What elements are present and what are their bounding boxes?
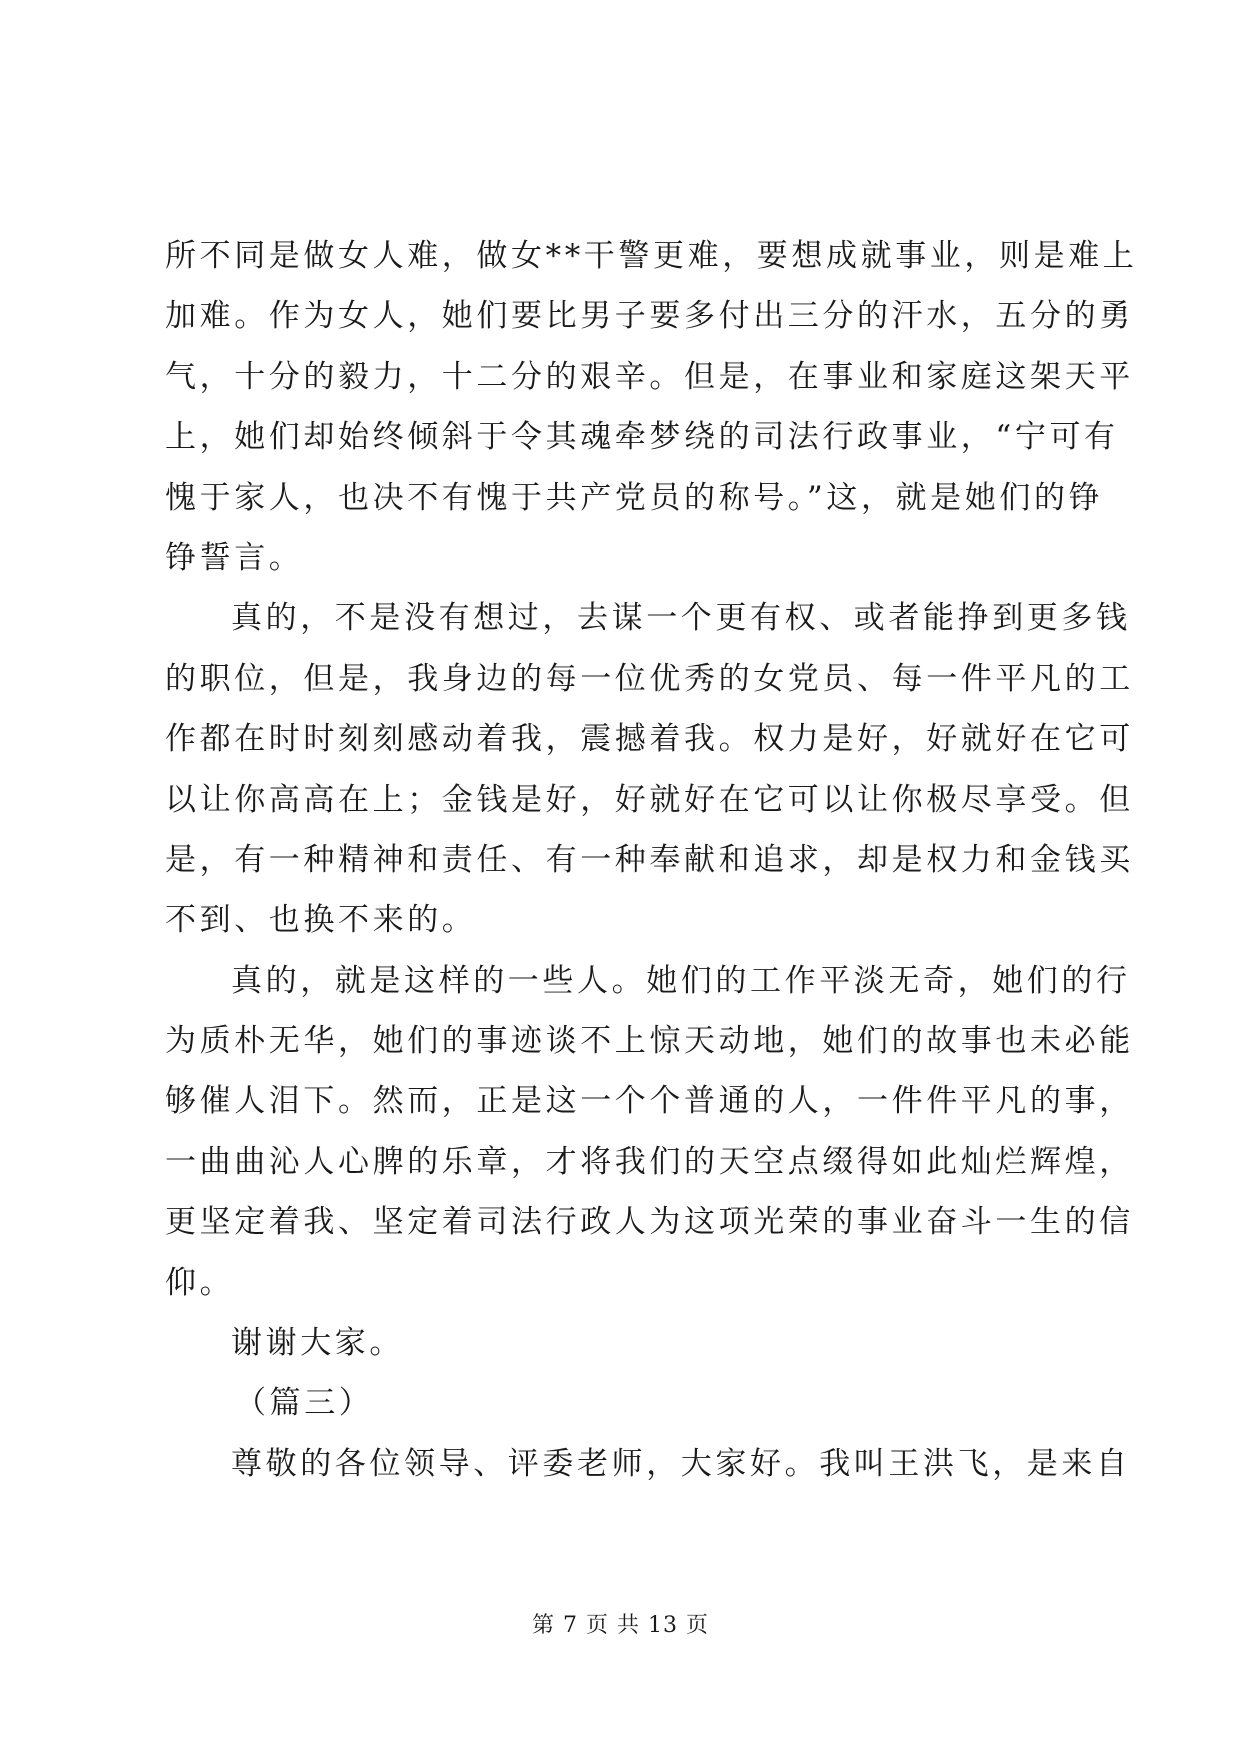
text-line: 加难。作为女人，她们要比男子要多付出三分的汗水，五分的勇 (165, 298, 1134, 335)
text-line: 不到、也换不来的。 (165, 902, 477, 939)
document-body (165, 226, 1138, 1494)
page-number-footer: 第 7 页 共 13 页 (532, 1613, 709, 1638)
text-line: 够催人泪下。然而，正是这一个个普通的人，一件件平凡的事， (165, 1083, 1134, 1120)
text-line: 是，有一种精神和责任、有一种奉献和追求，却是权力和金钱买 (165, 841, 1134, 878)
text-line: 所不同是做女人难，做女**干警更难，要想成就事业，则是难上 (165, 238, 1138, 274)
text-line: 以让你高高在上；金钱是好，好就好在它可以让你极尽享受。但 (165, 781, 1134, 818)
text-line: 气，十分的毅力，十二分的艰辛。但是，在事业和家庭这架天平 (165, 358, 1134, 395)
text-line: 仰。 (165, 1264, 235, 1301)
text-line: 的职位，但是，我身边的每一位优秀的女党员、每一件平凡的工 (165, 660, 1134, 697)
paragraph-first-line: 真的，就是这样的一些人。她们的工作平淡无奇，她们的行 (231, 962, 1131, 999)
closing-line: 谢谢大家。 (231, 1325, 404, 1362)
text-line: 一曲曲沁人心脾的乐章，才将我们的天空点缀得如此灿烂辉煌， (165, 1143, 1134, 1180)
text-line: 上，她们却始终倾斜于令其魂牵梦绕的司法行政事业，“宁可有 (165, 419, 1119, 456)
paragraph-first-line: 真的，不是没有想过，去谋一个更有权、或者能挣到更多钱 (231, 600, 1131, 637)
section-heading: （篇三） (235, 1385, 374, 1422)
text-line: 为质朴无华，她们的事迹谈不上惊天动地，她们的故事也未必能 (165, 1023, 1134, 1060)
text-line: 铮誓言。 (165, 539, 304, 576)
text-line: 愧于家人，也决不有愧于共产党员的称号。”这，就是她们的铮 (165, 479, 1104, 516)
text-line: 作都在时时刻刻感动着我，震撼着我。权力是好，好就好在它可 (165, 721, 1134, 758)
paragraph-first-line: 尊敬的各位领导、评委老师，大家好。我叫王洪飞，是来自 (231, 1445, 1131, 1482)
text-line: 更坚定着我、坚定着司法行政人为这项光荣的事业奋斗一生的信 (165, 1204, 1134, 1241)
